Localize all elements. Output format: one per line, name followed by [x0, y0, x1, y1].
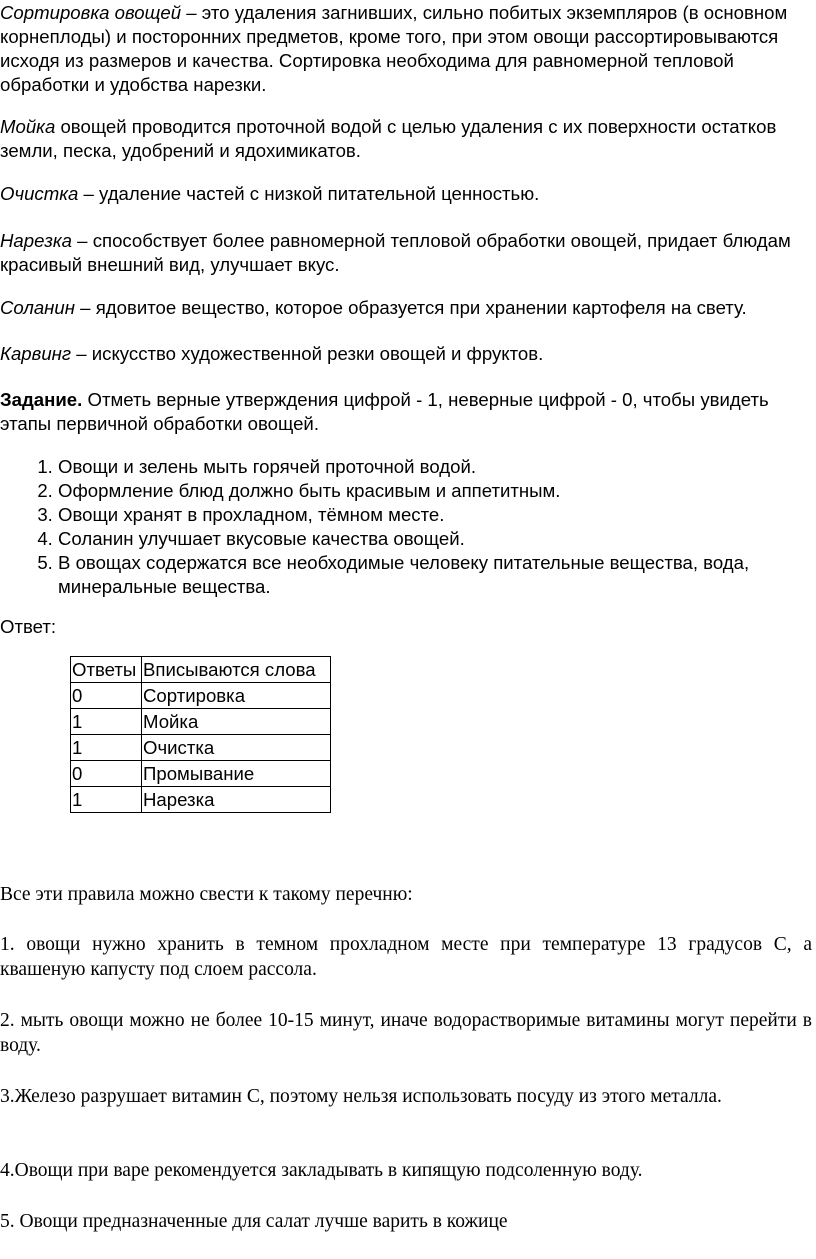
task-label: Задание. — [0, 389, 83, 410]
definition-text: способствует более равномерной тепловой обработки овощей, придает блюдам красивый внешний вид, улучшает вкус. — [0, 230, 791, 275]
rule-item: 3.Железо разрушает витамин С, поэтому нельзя использовать посуду из этого металла. — [0, 1086, 722, 1107]
list-item: 4. Соланин улучшает вкусовые качества овощей. — [58, 527, 812, 551]
definition-solanine: Соланин – ядовитое вещество, которое образуется при хранении картофеля на свету. — [0, 297, 747, 318]
answer-label: Ответ: — [0, 616, 57, 637]
rule-item: 4.Овощи при варе рекомендуется закладывать в кипящую подсоленную воду. — [0, 1160, 643, 1181]
definition-text: искусство художественной резки овощей и фруктов. — [91, 343, 544, 364]
task-statements-list — [0, 455, 812, 599]
term-washing: Мойка — [0, 116, 56, 137]
rule-item: 2. мыть овощи можно не более 10-15 минут, иначе водорастворимые витамины могут перейти в воду. — [0, 1010, 812, 1056]
table-cell: Сортировка — [142, 683, 331, 709]
term-carving: Карвинг — [0, 343, 72, 364]
table-cell: 0 — [71, 761, 142, 787]
table-header-row — [71, 657, 331, 683]
table-row — [71, 709, 331, 735]
term-sorting: Сортировка овощей — [0, 2, 182, 23]
definition-cleaning: Очистка – удаление частей с низкой питательной ценностью. — [0, 183, 540, 204]
table-cell: Нарезка — [142, 787, 331, 813]
term-cutting: Нарезка — [0, 230, 73, 251]
list-item: 5. В овощах содержатся все необходимые человеку питательные вещества, вода, минеральные вещества. — [58, 551, 812, 599]
table-row — [71, 683, 331, 709]
definition-text: ядовитое вещество, которое образуется при хранении картофеля на свету. — [95, 297, 747, 318]
list-item: 3. Овощи хранят в прохладном, тёмном месте. — [58, 503, 812, 527]
answer-table — [70, 656, 331, 813]
list-item: 1. Овощи и зелень мыть горячей проточной водой. — [58, 455, 812, 479]
definition-washing — [0, 115, 812, 163]
definition-text: овощей проводится проточной водой с целью удаления с их поверхности остатков земли, песка, удобрений и ядохимикатов. — [0, 116, 777, 161]
table-header: Вписываются слова — [142, 657, 331, 683]
list-item: 2. Оформление блюд должно быть красивым и аппетитным. — [58, 479, 812, 503]
term-cleaning: Очистка — [0, 183, 79, 204]
table-row — [71, 735, 331, 761]
table-row — [71, 787, 331, 813]
task-instructions — [0, 388, 812, 436]
definition-sorting: Сортировка овощей – это удаления загнивших, сильно побитых экземпляров (в основном корнеплоды) и посторонних предметов, кроме того, при этом овощи рассортировываются исходя из размеров и качества. Сортировка необходима для равномерной тепловой обработки и удобства нарезки. — [0, 2, 788, 95]
table-cell: Очистка — [142, 735, 331, 761]
definition-cutting: Нарезка – способствует более равномерной тепловой обработки овощей, придает блюдам красивый внешний вид, улучшает вкус. — [0, 230, 791, 275]
table-cell: 1 — [71, 787, 142, 813]
table-cell: 1 — [71, 735, 142, 761]
definition-text: это удаления загнивших, сильно побитых экземпляров (в основном корнеплоды) и посторонних предметов, кроме того, при этом овощи рассортировываются исходя из размеров и качества. Сортировка необходима для равномерной тепловой обработки и удобства нарезки. — [0, 2, 788, 95]
term-solanine: Соланин — [0, 297, 75, 318]
table-header: Ответы — [71, 657, 142, 683]
table-cell: 1 — [71, 709, 142, 735]
table-row — [71, 761, 331, 787]
rules-intro: Все эти правила можно свести к такому перечню: — [0, 884, 413, 905]
rule-item: 5. Овощи предназначенные для салат лучше варить в кожице — [0, 1211, 508, 1232]
table-cell: Мойка — [142, 709, 331, 735]
rule-item: 1. овощи нужно хранить в темном прохладном месте при температуре 13 градусов С, а квашеную капусту под слоем рассола. — [0, 934, 812, 980]
definition-carving: Карвинг – искусство художественной резки овощей и фруктов. — [0, 343, 544, 364]
task-text: Отметь верные утверждения цифрой - 1, неверные цифрой - 0, чтобы увидеть этапы первичной обработки овощей. — [0, 389, 769, 434]
table-cell: 0 — [71, 683, 142, 709]
definition-text: удаление частей с низкой питательной ценностью. — [99, 183, 540, 204]
table-cell: Промывание — [142, 761, 331, 787]
